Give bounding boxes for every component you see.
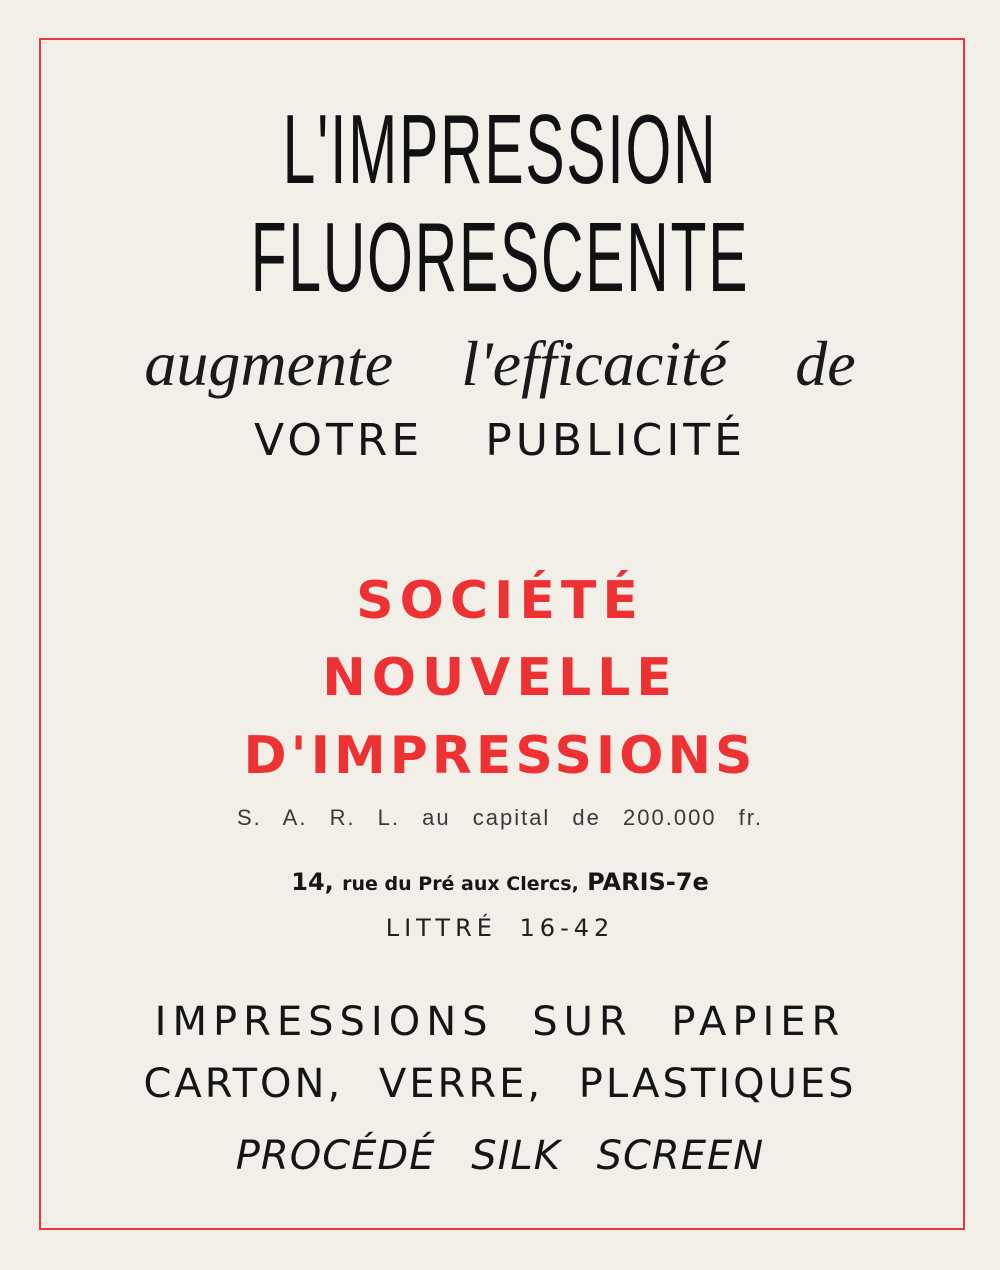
company-address [0,868,1000,896]
company-name-line-3: D'IMPRESSIONS [243,726,757,786]
address-number: 14, [291,868,334,896]
services-line-1: IMPRESSIONS SUR PAPIER [154,999,846,1045]
services-line-3: PROCÉDÉ SILK SCREEN [235,1133,765,1179]
address-city: PARIS-7e [587,868,709,896]
tagline-caps: VOTRE PUBLICITÉ [254,415,746,466]
company-name-line-2: NOUVELLE [322,648,678,708]
headline-line-2: FLUORESCENTE [250,202,750,312]
tagline-script: augmente l'efficacité de [144,328,856,399]
address-street: rue du Pré aux Clercs, [342,873,579,895]
services-line-2: CARTON, VERRE, PLASTIQUES [143,1061,857,1107]
company-legal-info: S. A. R. L. au capital de 200.000 fr. [236,805,763,830]
headline-line-1: L'IMPRESSION [282,94,718,204]
company-name-line-1: SOCIÉTÉ [356,571,644,631]
company-phone: LITTRÉ 16-42 [385,914,615,942]
